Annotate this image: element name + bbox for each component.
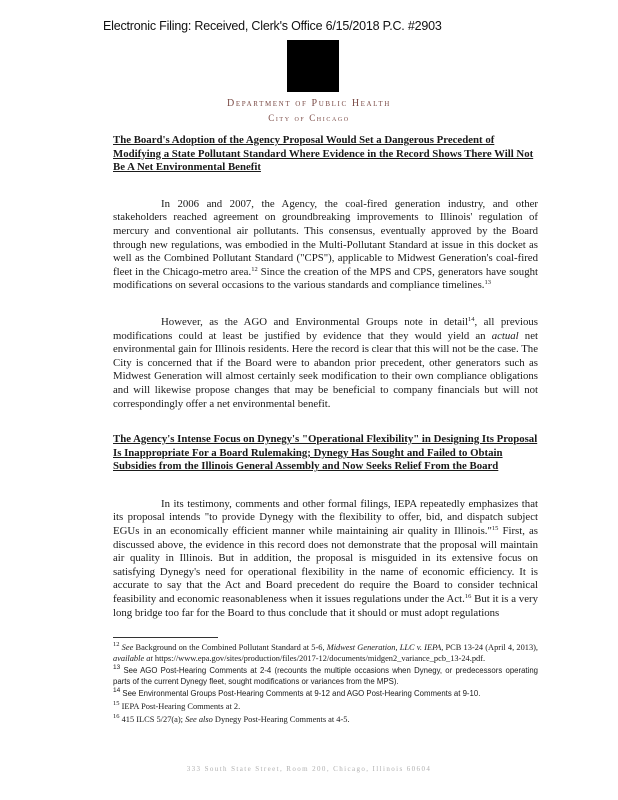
department-name: Department of Public Health (227, 98, 391, 109)
footnote-12: $^{12}$ See Background on the Combined Pollutant Standard at 5-6, Midwest Generation, LLC v. IEPA, PCB 13-24 (April 4, 2013), available at https://www.epa.gov/sites/production/files/2017-12/documents/midgen2_variance_pcb_13-24.pdf. (113, 641, 539, 663)
filing-stamp: Electronic Filing: Received, Clerk's Office 6/15/2018 P.C. #2903 (103, 19, 442, 33)
footnote-divider (113, 637, 218, 638)
page-footer-address: 333 South State Street, Room 200, Chicago, Illinois 60604 (186, 765, 432, 773)
city-name: City of Chicago (268, 113, 350, 123)
section-heading-1: The Board's Adoption of the Agency Proposal Would Set a Dangerous Precedent of Modifying a State Pollutant Standard Where Evidence in the Record Shows There Will Not Be A Net Environmental Benefit (113, 134, 534, 174)
footnotes (113, 643, 538, 727)
paragraph-3: In its testimony, comments and other formal filings, IEPA repeatedly emphasizes that its proposal intends "to provide Dynegy with the flexibility to offer, bid, and dispatch subject EGUs in an economically efficient manner while maintaining air quality in Illinois."$^{15}$ First, as discussed above, the evidence in this record does not demonstrate that the proposal will maintain air quality in Illinois. But in addition, the proposal is misguided in its extensive focus on satisfying Dynegy's need for operational flexibility in the name of economic efficiency. It is accurate to say that the Act and Board precedent do require the Board to consider technical feasibility and economic reasonableness when it issues regulations under the Act.$^{16}$ But it is a very long bridge too far for the Board to thus conclude that it should or must adopt regulations (113, 497, 538, 619)
footnote-14: $^{14}$ See Environmental Groups Post-Hearing Comments at 9-12 and AGO Post-Hearing Comments at 9-10. (113, 687, 481, 699)
section-heading-2: The Agency's Intense Focus on Dynegy's "Operational Flexibility" in Designing Its Proposal Is Inappropriate For a Board Rulemaking; Dynegy Has Sought and Failed to Obtain Subsidies from the Illinois General Assembly and Now Seeks Relief From the Board (113, 433, 538, 473)
footnote-15: $^{15}$ IEPA Post-Hearing Comments at 2. (113, 699, 241, 711)
document-body (113, 134, 538, 620)
footnote-13: $^{13}$ See AGO Post-Hearing Comments at 2-4 (recounts the multiple occasions when Dynegy, or predecessors operating parts of the current Dynegy fleet, sought modifications or variances from the MPS). (113, 664, 538, 686)
paragraph-2: However, as the AGO and Environmental Groups note in detail$^{14}$, all previous modifications could at least be justified by evidence that they would yield an actual net environmental gain for Illinois residents. Here the record is clear that this will not be the case. The City is concerned that if the Board were to abandon prior precedent, other generators such as Midwest Generation will almost certainly seek modification to their own compliance obligations and will likewise propose changes that may be beneficial to company financials but will not correspondingly offer a net environmental benefit. (113, 315, 539, 410)
footnote-16: $^{16}$ 415 ILCS 5/27(a); See also Dynegy Post-Hearing Comments at 4-5. (113, 712, 350, 724)
redacted-logo (287, 40, 339, 92)
paragraph-1: In 2006 and 2007, the Agency, the coal-fired generation industry, and other stakeholders reached agreement on groundbreaking improvements to Illinois' regulation of mercury and conventional air pollutants. This consensus, eventually approved by the Board through new regulations, was embodied in the Multi-Pollutant Standard at issue in this docket as well as the Combined Pollutant Standard ("CPS"), applicable to Midwest Generation's coal-fired fleet in the Chicago-metro area.$^{12}$ Since the creation of the MPS and CPS, generators have sought modifications on several occasions to the various standards and compliance timelines.$^{13}$ (113, 197, 539, 292)
